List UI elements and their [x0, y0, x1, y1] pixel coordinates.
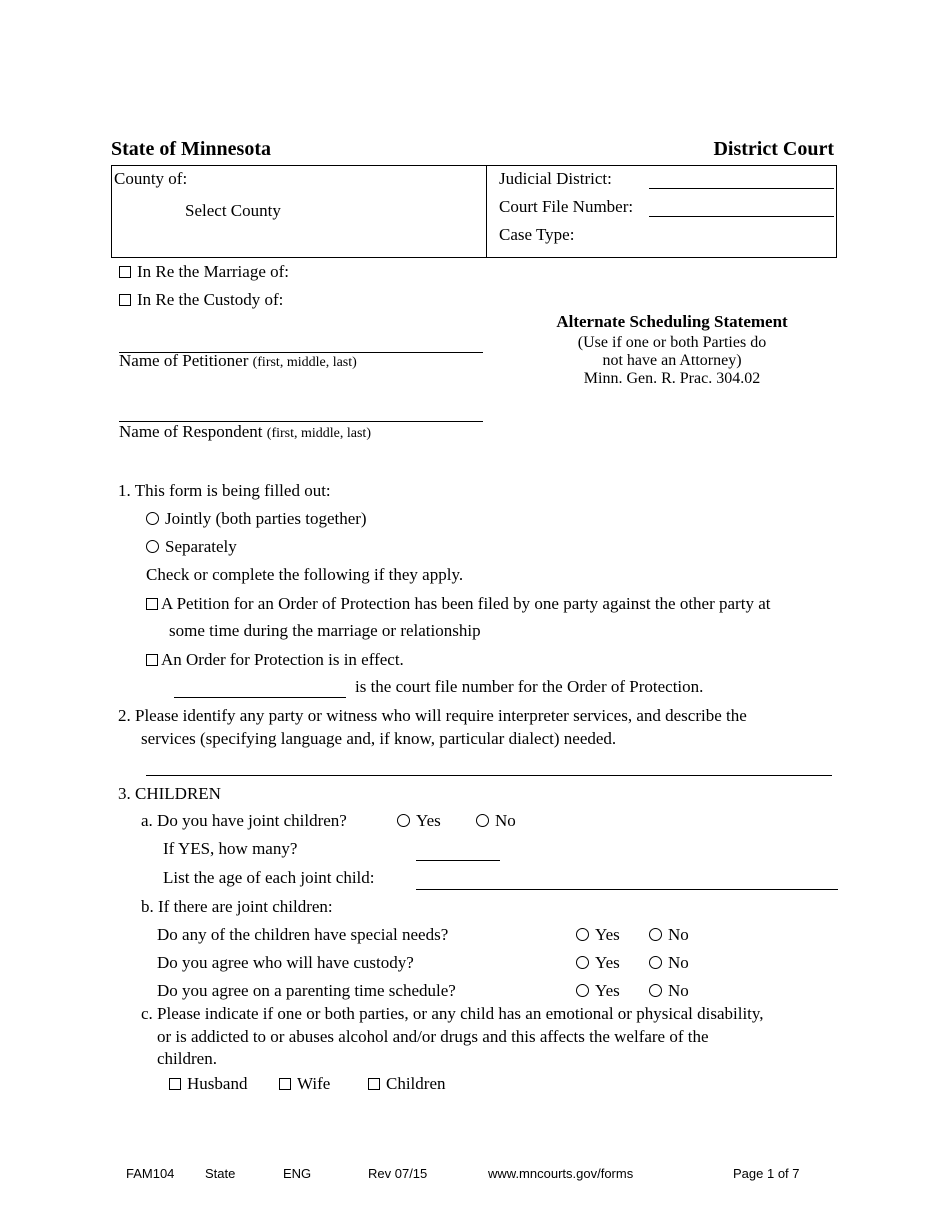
children-label: Children: [386, 1074, 446, 1093]
form-rule-reference: Minn. Gen. R. Prac. 304.02: [583, 370, 761, 387]
marriage-checkbox[interactable]: [119, 266, 131, 278]
caption-divider: [486, 166, 487, 257]
petition-filed-label: A Petition for an Order of Protection has been filed by one party against the other party at: [161, 594, 771, 613]
parenting-time-question: Do you agree on a parenting time schedule?: [157, 981, 456, 1000]
custody-yes-label: Yes: [595, 953, 620, 972]
footer-url[interactable]: www.mncourts.gov/forms: [488, 1166, 634, 1181]
child-ages-field[interactable]: [416, 889, 838, 890]
separately-radio[interactable]: [146, 540, 159, 553]
how-many-field[interactable]: [416, 860, 500, 861]
q1-label: 1. This form is being filled out:: [118, 481, 331, 500]
court-heading: District Court: [713, 138, 834, 160]
footer-jurisdiction: State: [205, 1166, 236, 1181]
separately-label: Separately: [165, 537, 237, 556]
parenting-time-no-option[interactable]: [649, 981, 689, 1001]
q3a-no-option[interactable]: [476, 811, 516, 831]
special-needs-yes-label: Yes: [595, 925, 620, 944]
custody-no-radio[interactable]: [649, 956, 662, 969]
case-caption-box: [111, 165, 837, 258]
respondent-hint: (first, middle, last): [266, 426, 371, 441]
jointly-radio[interactable]: [146, 512, 159, 525]
children-option[interactable]: [368, 1074, 446, 1094]
order-in-effect-label: An Order for Protection is in effect.: [161, 650, 404, 669]
order-in-effect-option[interactable]: [146, 650, 404, 670]
petition-filed-checkbox[interactable]: [146, 598, 158, 610]
q3a-question: a. Do you have joint children?: [141, 811, 347, 830]
q3-label: 3. CHILDREN: [118, 784, 221, 803]
husband-checkbox[interactable]: [169, 1078, 181, 1090]
custody-no-option[interactable]: [649, 953, 689, 973]
wife-label: Wife: [297, 1074, 331, 1093]
custody-question: Do you agree who will have custody?: [157, 953, 414, 972]
custody-no-label: No: [668, 953, 689, 972]
special-needs-yes-radio[interactable]: [576, 928, 589, 941]
court-file-number-label: Court File Number:: [499, 197, 634, 216]
footer-language: ENG: [283, 1166, 312, 1181]
form-title: Alternate Scheduling Statement: [556, 312, 788, 331]
special-needs-no-option[interactable]: [649, 925, 689, 945]
child-ages-label: List the age of each joint child:: [163, 868, 375, 887]
respondent-label: Name of Respondent: [119, 422, 263, 441]
county-select[interactable]: Select County: [185, 201, 281, 220]
husband-label: Husband: [187, 1074, 248, 1093]
q3c-line2: or is addicted to or abuses alcohol and/or drugs and this affects the welfare of the: [157, 1027, 709, 1046]
q2-line1: 2. Please identify any party or witness who will require interpreter services, and describe the: [118, 706, 747, 725]
parenting-time-no-radio[interactable]: [649, 984, 662, 997]
petitioner-hint: (first, middle, last): [252, 355, 357, 370]
special-needs-yes-option[interactable]: [576, 925, 620, 945]
state-heading: State of Minnesota: [111, 138, 271, 160]
q3c-line1: c. Please indicate if one or both parties, or any child has an emotional or physical disability,: [141, 1004, 764, 1023]
footer-form-code: FAM104: [126, 1166, 175, 1181]
judicial-district-field[interactable]: [649, 188, 834, 189]
children-checkbox[interactable]: [368, 1078, 380, 1090]
interpreter-services-field[interactable]: [146, 775, 832, 776]
q2-line2: services (specifying language and, if know, particular dialect) needed.: [141, 729, 617, 748]
marriage-option[interactable]: [119, 262, 289, 282]
q3c-line3: children.: [157, 1049, 217, 1068]
q3a-no-radio[interactable]: [476, 814, 489, 827]
county-label: County of:: [114, 169, 188, 188]
petitioner-caption: [119, 351, 357, 371]
petitioner-label: Name of Petitioner: [119, 351, 249, 370]
case-type-label: Case Type:: [499, 225, 575, 244]
custody-option[interactable]: [119, 290, 283, 310]
respondent-caption: [119, 422, 371, 442]
special-needs-no-radio[interactable]: [649, 928, 662, 941]
q1-check-intro: Check or complete the following if they apply.: [146, 565, 464, 584]
custody-label: In Re the Custody of:: [137, 290, 284, 309]
q3a-yes-radio[interactable]: [397, 814, 410, 827]
husband-option[interactable]: [169, 1074, 247, 1094]
special-needs-question: Do any of the children have special needs?: [157, 925, 449, 944]
parenting-time-no-label: No: [668, 981, 689, 1000]
parenting-time-yes-radio[interactable]: [576, 984, 589, 997]
footer-revision: Rev 07/15: [368, 1166, 428, 1181]
marriage-label: In Re the Marriage of:: [137, 262, 289, 281]
petition-filed-option[interactable]: [146, 594, 770, 614]
petition-filed-label-cont: some time during the marriage or relationship: [169, 621, 481, 640]
parenting-time-yes-label: Yes: [595, 981, 620, 1000]
order-in-effect-checkbox[interactable]: [146, 654, 158, 666]
q1-jointly-option[interactable]: [146, 509, 367, 529]
q3a-yes-option[interactable]: [397, 811, 441, 831]
q3a-yes-label: Yes: [416, 811, 441, 830]
wife-checkbox[interactable]: [279, 1078, 291, 1090]
jointly-label: Jointly (both parties together): [165, 509, 367, 528]
form-subtitle-line1: (Use if one or both Parties do: [577, 334, 767, 351]
parenting-time-yes-option[interactable]: [576, 981, 620, 1001]
judicial-district-label: Judicial District:: [499, 169, 612, 188]
court-file-number-field[interactable]: [649, 216, 834, 217]
form-subtitle-line2: not have an Attorney): [602, 352, 742, 369]
q3a-no-label: No: [495, 811, 516, 830]
protection-file-number-field[interactable]: [174, 697, 346, 698]
custody-yes-radio[interactable]: [576, 956, 589, 969]
q1-separately-option[interactable]: [146, 537, 237, 557]
custody-checkbox[interactable]: [119, 294, 131, 306]
custody-yes-option[interactable]: [576, 953, 620, 973]
protection-file-number-text: is the court file number for the Order of Protection.: [355, 677, 704, 696]
footer-page-number: Page 1 of 7: [733, 1166, 800, 1181]
form-title-block: [512, 312, 832, 388]
wife-option[interactable]: [279, 1074, 330, 1094]
how-many-label: If YES, how many?: [163, 839, 298, 858]
special-needs-no-label: No: [668, 925, 689, 944]
q3b-label: b. If there are joint children:: [141, 897, 333, 916]
